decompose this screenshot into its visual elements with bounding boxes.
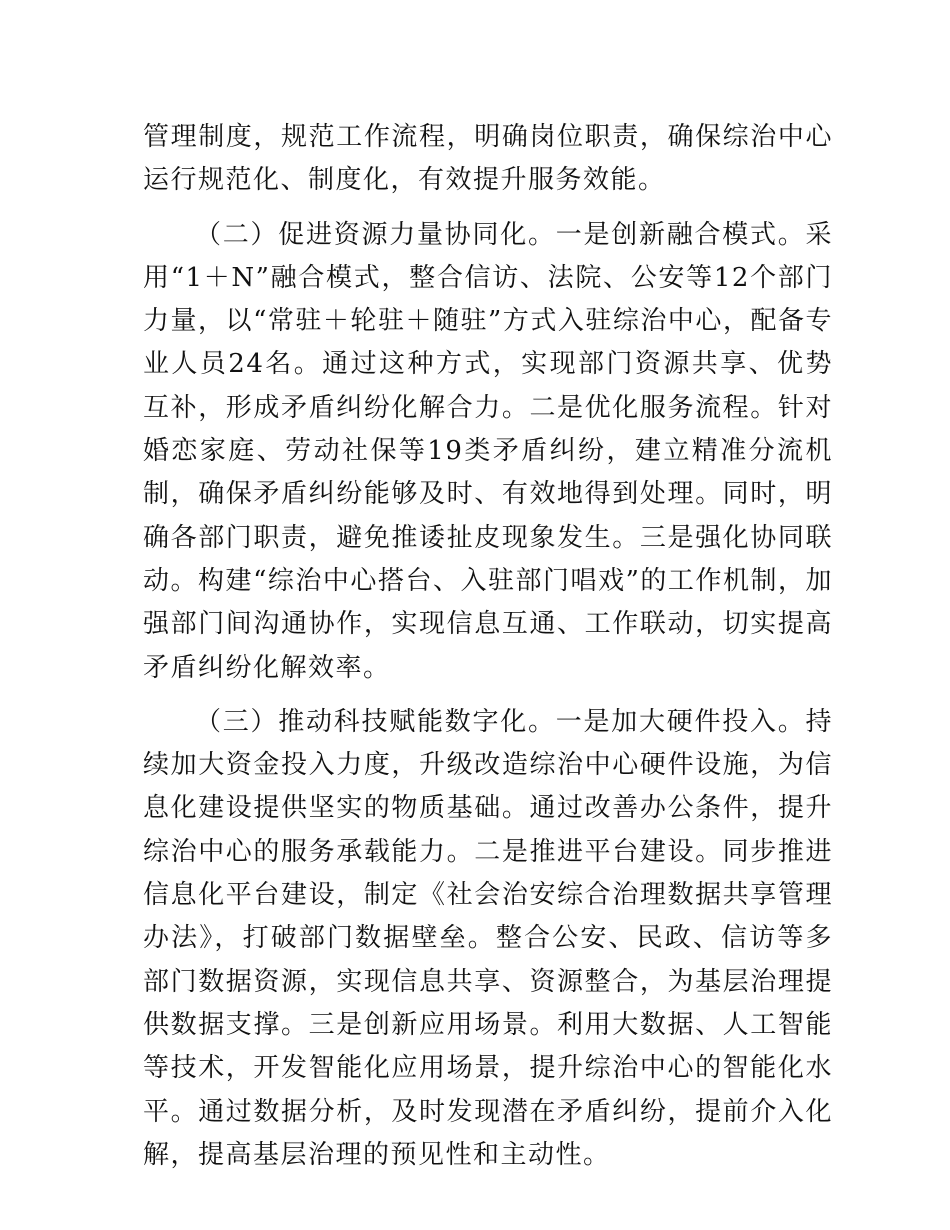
paragraph-section-two: （二）促进资源力量协同化。一是创新融合模式。采用“1＋N”融合模式，整合信访、法院、公安等12个部门力量，以“常驻＋轮驻＋随驻”方式入驻综治中心，配备专业人员24名。通过这种方式，实现部门资源共享、优势互补，形成矛盾纠纷化解合力。二是优化服务流程。针对婚恋家庭、劳动社保等19类矛盾纠纷，建立精准分流机制，确保矛盾纠纷能够及时、有效地得到处理。同时，明确各部门职责，避免推诿扯皮现象发生。三是强化协同联动。构建“综治中心搭台、入驻部门唱戏”的工作机制，加强部门间沟通协作，实现信息互通、工作联动，切实提高矛盾纠纷化解效率。: [143, 219, 833, 683]
document-body: [143, 116, 833, 1177]
paragraph-section-three: （三）推动科技赋能数字化。一是加大硬件投入。持续加大资金投入力度，升级改造综治中心硬件设施，为信息化建设提供坚实的物质基础。通过改善办公条件，提升综治中心的服务承载能力。二是推进平台建设。同步推进信息化平台建设，制定《社会治安综合治理数据共享管理办法》，打破部门数据壁垒。整合公安、民政、信访等多部门数据资源，实现信息共享、资源整合，为基层治理提供数据支撑。三是创新应用场景。利用大数据、人工智能等技术，开发智能化应用场景，提升综治中心的智能化水平。通过数据分析，及时发现潜在矛盾纠纷，提前介入化解，提高基层治理的预见性和主动性。: [143, 706, 833, 1170]
paragraph-continuation: 管理制度，规范工作流程，明确岗位职责，确保综治中心运行规范化、制度化，有效提升服务效能。: [143, 122, 833, 196]
